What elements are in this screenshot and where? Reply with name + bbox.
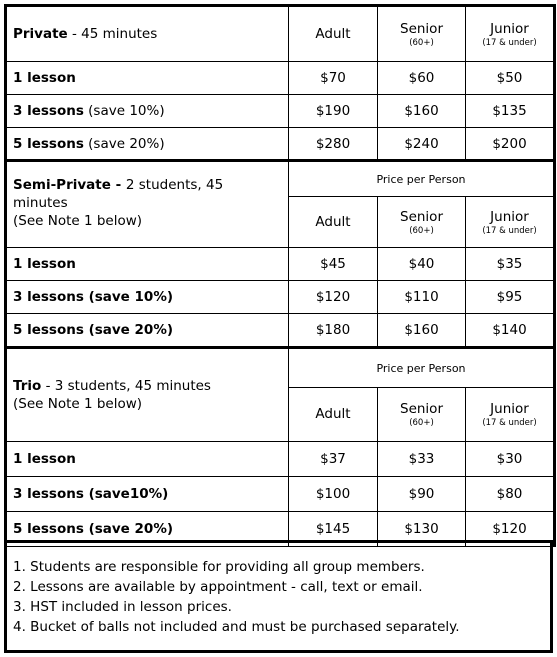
col-adult: Adult: [289, 197, 378, 248]
row-label: 3 lessons (save 10%): [6, 95, 289, 128]
price-adult: $280: [289, 128, 378, 161]
price-junior: $140: [466, 314, 555, 348]
price-adult: $120: [289, 281, 378, 314]
note-item: 2. Lessons are available by appointment - call, text or email.: [13, 579, 423, 595]
note-item: 4. Bucket of balls not included and must be purchased separately.: [13, 619, 460, 635]
price-adult: $100: [289, 477, 378, 512]
table-row: [6, 62, 555, 95]
col-senior: Senior (60+): [378, 197, 466, 248]
note-ref: (See Note 1 below): [13, 396, 143, 412]
table-row: [6, 477, 555, 512]
price-per-person-label: Price per Person: [289, 348, 555, 388]
price-senior: $160: [378, 95, 466, 128]
price-junior: $35: [466, 248, 555, 281]
table-row: [6, 442, 555, 477]
price-junior: $95: [466, 281, 555, 314]
table-row: [6, 314, 555, 348]
pricing-table: [4, 4, 556, 547]
row-label: 1 lesson: [6, 62, 289, 95]
semi-private-title: Semi-Private - 2 students, 45 minutes (See Note 1 below): [6, 161, 289, 248]
price-senior: $40: [378, 248, 466, 281]
col-adult: Adult: [289, 6, 378, 62]
private-title: Private - 45 minutes: [6, 6, 289, 62]
price-junior: $200: [466, 128, 555, 161]
col-junior: Junior (17 & under): [466, 197, 555, 248]
notes-box: [4, 540, 553, 653]
note-item: 1. Students are responsible for providing all group members.: [13, 559, 425, 575]
price-junior: $80: [466, 477, 555, 512]
price-junior: $50: [466, 62, 555, 95]
price-senior: $110: [378, 281, 466, 314]
price-adult: $190: [289, 95, 378, 128]
semi-private-price-row: [6, 161, 555, 197]
price-adult: $45: [289, 248, 378, 281]
private-header-row: [6, 6, 555, 62]
table-row: [6, 248, 555, 281]
table-row: [6, 128, 555, 161]
price-junior: $120: [466, 512, 555, 547]
price-senior: $90: [378, 477, 466, 512]
col-senior: Senior (60+): [378, 388, 466, 442]
price-adult: $180: [289, 314, 378, 348]
price-junior: $30: [466, 442, 555, 477]
row-label: 3 lessons (save 10%): [6, 281, 289, 314]
note-ref: (See Note 1 below): [13, 213, 143, 229]
trio-title: Trio - 3 students, 45 minutes (See Note 1 below): [6, 348, 289, 442]
price-adult: $145: [289, 512, 378, 547]
table-row: [6, 95, 555, 128]
price-senior: $33: [378, 442, 466, 477]
row-label: 5 lessons (save 20%): [6, 128, 289, 161]
notes-list: [13, 557, 544, 637]
col-adult: Adult: [289, 388, 378, 442]
price-senior: $240: [378, 128, 466, 161]
row-label: 5 lessons (save 20%): [6, 314, 289, 348]
row-label: 5 lessons (save 20%): [6, 512, 289, 547]
price-adult: $70: [289, 62, 378, 95]
price-senior: $60: [378, 62, 466, 95]
price-adult: $37: [289, 442, 378, 477]
col-junior: Junior (17 & under): [466, 6, 555, 62]
price-per-person-label: Price per Person: [289, 161, 555, 197]
row-label: 3 lessons (save10%): [6, 477, 289, 512]
trio-price-row: [6, 348, 555, 388]
table-row: [6, 281, 555, 314]
price-senior: $130: [378, 512, 466, 547]
col-senior: Senior (60+): [378, 6, 466, 62]
row-label: 1 lesson: [6, 442, 289, 477]
row-label: 1 lesson: [6, 248, 289, 281]
note-item: 3. HST included in lesson prices.: [13, 599, 232, 615]
price-senior: $160: [378, 314, 466, 348]
price-junior: $135: [466, 95, 555, 128]
col-junior: Junior (17 & under): [466, 388, 555, 442]
